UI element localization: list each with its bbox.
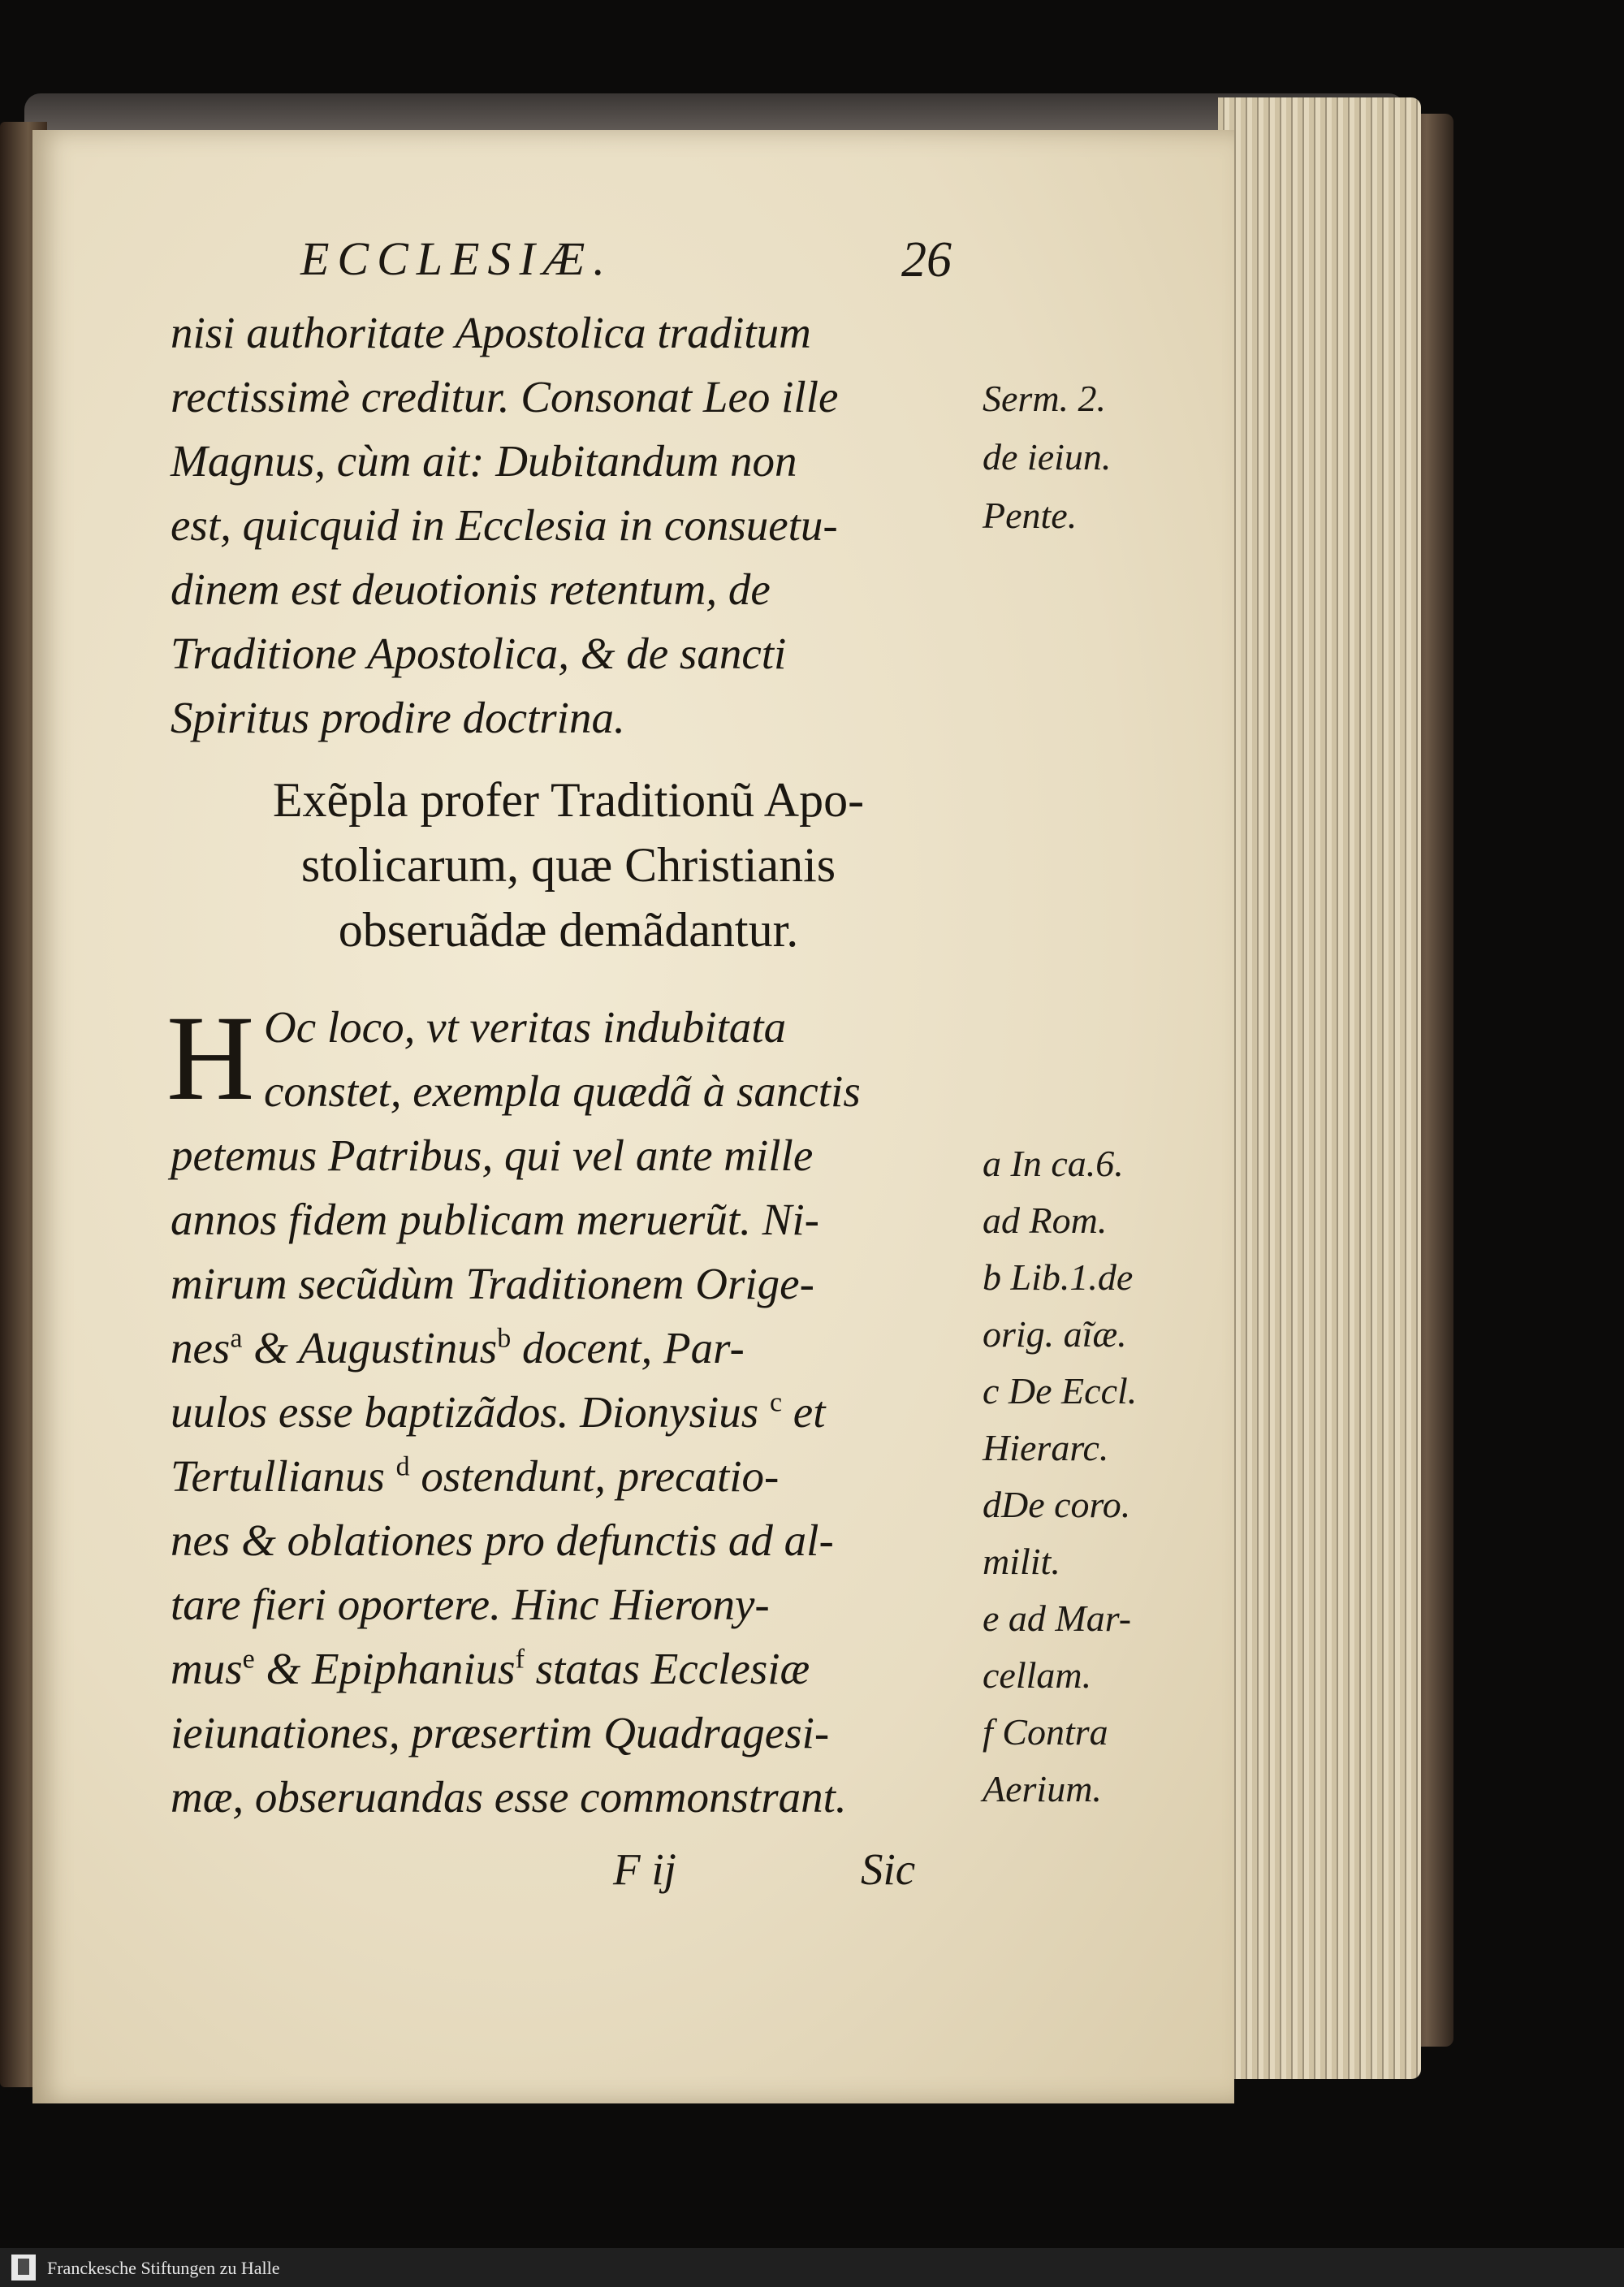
footnote-marker: b	[497, 1323, 512, 1354]
institution-logo-icon	[11, 2255, 36, 2281]
text-line: ieiunationes, præsertim Quadragesi-	[171, 1708, 830, 1757]
text-line: annos fidem publicam meruerũt. Ni-	[171, 1195, 819, 1244]
margin-note: milit.	[983, 1541, 1060, 1582]
margin-note: de ieiun.	[983, 436, 1112, 478]
margin-note: orig. aĩæ.	[983, 1313, 1127, 1355]
margin-note: c De Eccl.	[983, 1370, 1138, 1412]
text-line: tare fieri oportere. Hinc Hierony-	[171, 1580, 770, 1629]
drop-cap-paragraph	[171, 995, 974, 1123]
body-paragraph	[171, 1123, 974, 1829]
main-paragraph	[171, 300, 974, 750]
footer-bar	[0, 2248, 1624, 2287]
text-line	[171, 1636, 974, 1701]
heading-line: Exẽpla profer Traditionũ Apo-	[272, 773, 865, 827]
text-span: mus	[171, 1644, 243, 1693]
text-line: mæ, obseruandas esse commonstrant.	[171, 1772, 847, 1822]
text-line: Spiritus prodire doctrina.	[171, 693, 625, 742]
running-head: ECCLESIÆ.	[300, 232, 613, 285]
text-line: est, quicquid in Ecclesia in consuetu-	[171, 500, 838, 550]
margin-note: Aerium.	[983, 1768, 1102, 1809]
text-line: Magnus, cùm ait: Dubitandum non	[171, 436, 797, 486]
margin-note: b Lib.1.de	[983, 1256, 1134, 1298]
margin-note: ad Rom.	[983, 1200, 1108, 1241]
margin-note: a In ca.6.	[983, 1143, 1124, 1184]
footnote-marker: f	[515, 1644, 525, 1675]
catchword: Sic	[861, 1844, 916, 1894]
footnote-marker: a	[230, 1323, 243, 1354]
text-line: nisi authoritate Apostolica traditum	[171, 308, 811, 357]
margin-note: dDe coro.	[983, 1484, 1131, 1525]
page-number: 26	[901, 232, 952, 287]
section-heading	[166, 767, 970, 962]
footnote-marker: c	[769, 1387, 783, 1418]
text-span: docent, Par-	[521, 1323, 745, 1373]
text-span: Tertullianus	[171, 1451, 385, 1501]
text-span: uulos esse baptizãdos. Dionysius	[171, 1387, 759, 1437]
institution-name: Franckesche Stiftungen zu Halle	[47, 2258, 280, 2278]
drop-cap-initial: H	[166, 991, 255, 1126]
margin-note: cellam.	[983, 1654, 1092, 1696]
text-line: petemus Patribus, qui vel ante mille	[171, 1131, 814, 1180]
text-line: Traditione Apostolica, & de sancti	[171, 629, 787, 678]
text-line: Oc loco, vt veritas indubitata	[264, 1002, 787, 1052]
margin-note: Hierarc.	[983, 1427, 1109, 1468]
margin-notes-bottom	[983, 1135, 1226, 1818]
margin-note: Pente.	[983, 495, 1078, 536]
footnote-marker: e	[242, 1644, 255, 1675]
text-span: & Augustinus	[253, 1323, 498, 1373]
text-span: statas Ecclesiæ	[535, 1644, 810, 1693]
text-line: nes & oblationes pro defunctis ad al-	[171, 1515, 834, 1565]
signature-mark: F ij	[613, 1844, 676, 1894]
text-span: ostendunt, precatio-	[421, 1451, 780, 1501]
text-line: dinem est deuotionis retentum, de	[171, 564, 771, 614]
heading-line: stolicarum, quæ Christianis	[300, 838, 836, 892]
text-line	[171, 1444, 974, 1508]
margin-notes-top	[983, 370, 1226, 545]
margin-note: Serm. 2.	[983, 378, 1107, 419]
margin-note: f Contra	[983, 1711, 1108, 1753]
text-line	[171, 1380, 974, 1444]
text-line: rectissimè creditur. Consonat Leo ille	[171, 372, 839, 422]
text-line: constet, exempla quædã à sanctis	[264, 1066, 861, 1116]
footnote-marker: d	[395, 1451, 410, 1482]
page-edges	[1218, 97, 1421, 2079]
text-line	[171, 1316, 974, 1380]
text-span: nes	[171, 1323, 231, 1373]
margin-note: e ad Mar-	[983, 1597, 1132, 1639]
text-span: et	[793, 1387, 826, 1437]
heading-line: obseruãdæ demãdantur.	[338, 903, 799, 957]
text-line: mirum secũdùm Traditionem Orige-	[171, 1259, 814, 1308]
text-span: & Epiphanius	[266, 1644, 516, 1693]
